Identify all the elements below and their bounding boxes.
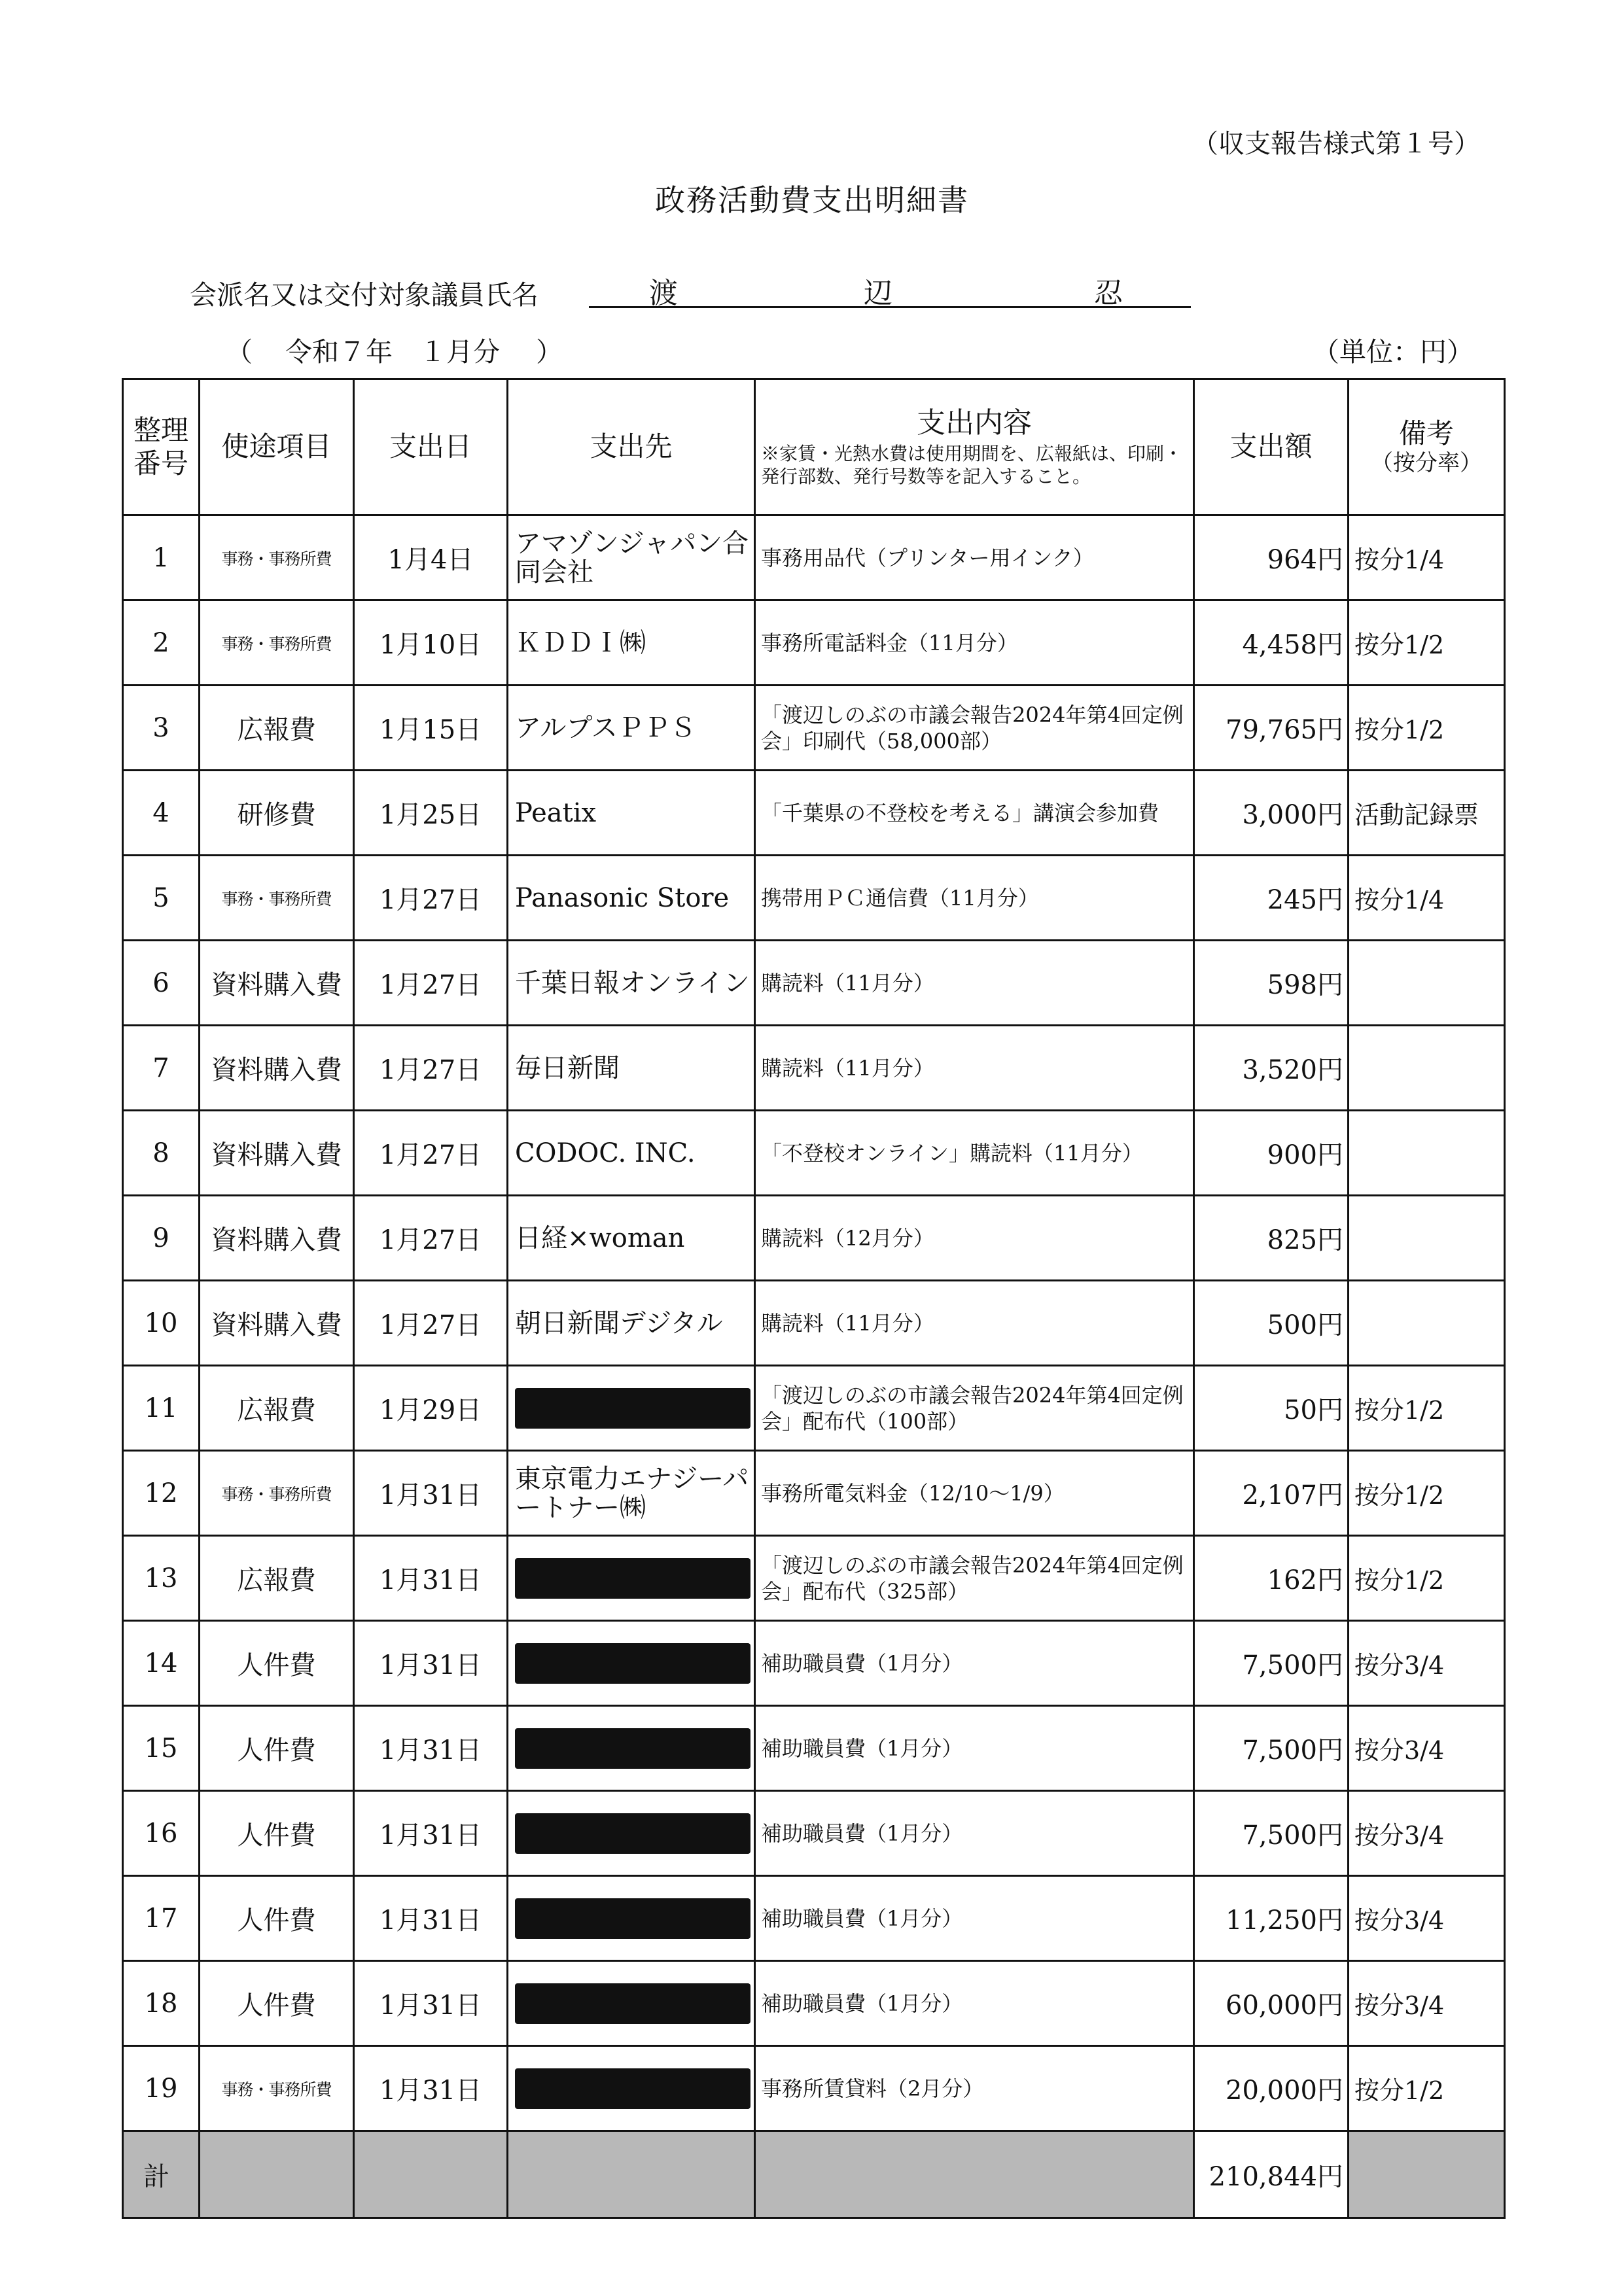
row-category: 人件費 — [200, 1876, 354, 1961]
row-description: 事務所電話料金（11月分） — [755, 600, 1194, 686]
row-payee: 東京電力エナジーパートナー㈱ — [508, 1451, 755, 1536]
row-number: 11 — [123, 1366, 200, 1451]
row-date: 1月25日 — [354, 771, 508, 856]
member-name-label: 会派名又は交付対象議員氏名 — [190, 279, 538, 311]
table-row — [123, 1706, 1505, 1791]
table-row — [123, 1196, 1505, 1281]
row-payee — [508, 2046, 755, 2131]
document-title: 政務活動費支出明細書 — [655, 183, 969, 218]
row-description: 補助職員費（1月分） — [755, 1621, 1194, 1706]
row-category: 広報費 — [200, 1366, 354, 1451]
row-description: 購読料（11月分） — [755, 941, 1194, 1026]
table-header-row — [123, 379, 1505, 515]
row-payee — [508, 1621, 755, 1706]
total-empty-cell — [200, 2131, 354, 2218]
total-empty-cell — [755, 2131, 1194, 2218]
row-payee — [508, 1961, 755, 2046]
table-body — [123, 515, 1505, 2131]
redacted-block — [515, 1558, 750, 1599]
row-description: 購読料（11月分） — [755, 1281, 1194, 1366]
row-date: 1月27日 — [354, 1281, 508, 1366]
row-category: 広報費 — [200, 1536, 354, 1621]
row-note: 按分3/4 — [1349, 1706, 1505, 1791]
row-amount: 825円 — [1194, 1196, 1349, 1281]
redacted-block — [515, 2068, 750, 2109]
row-category: 研修費 — [200, 771, 354, 856]
row-note: 按分1/2 — [1349, 2046, 1505, 2131]
row-date: 1月27日 — [354, 941, 508, 1026]
row-description: 補助職員費（1月分） — [755, 1876, 1194, 1961]
table-row — [123, 1366, 1505, 1451]
row-description: 補助職員費（1月分） — [755, 1791, 1194, 1876]
row-category: 人件費 — [200, 1791, 354, 1876]
row-number: 18 — [123, 1961, 200, 2046]
row-note: 按分1/4 — [1349, 856, 1505, 941]
row-category: 事務・事務所費 — [200, 856, 354, 941]
row-amount: 3,520円 — [1194, 1026, 1349, 1111]
row-number: 13 — [123, 1536, 200, 1621]
row-category: 資料購入費 — [200, 1281, 354, 1366]
row-category: 人件費 — [200, 1621, 354, 1706]
row-date: 1月31日 — [354, 1876, 508, 1961]
row-amount: 500円 — [1194, 1281, 1349, 1366]
redacted-block — [515, 1983, 750, 2024]
row-number: 19 — [123, 2046, 200, 2131]
row-number: 7 — [123, 1026, 200, 1111]
row-category: 事務・事務所費 — [200, 2046, 354, 2131]
row-number: 3 — [123, 686, 200, 771]
row-payee: ＫＤＤＩ㈱ — [508, 600, 755, 686]
header-category: 使途項目 — [200, 379, 354, 515]
row-number: 17 — [123, 1876, 200, 1961]
row-date: 1月10日 — [354, 600, 508, 686]
row-amount: 3,000円 — [1194, 771, 1349, 856]
member-name-part-3: 忍 — [1094, 277, 1123, 310]
row-note — [1349, 1196, 1505, 1281]
table-row — [123, 1026, 1505, 1111]
table-row — [123, 771, 1505, 856]
row-payee: 朝日新聞デジタル — [508, 1281, 755, 1366]
unit-label: （単位：円） — [1313, 336, 1474, 368]
header-note — [1349, 379, 1505, 515]
row-payee: Panasonic Store — [508, 856, 755, 941]
row-description: 購読料（12月分） — [755, 1196, 1194, 1281]
row-note: 按分1/2 — [1349, 686, 1505, 771]
row-amount: 11,250円 — [1194, 1876, 1349, 1961]
header-description-note: ※家賃・光熱水費は使用期間を、広報紙は、印刷・発行部数、発行号数等を記入すること。 — [761, 442, 1183, 487]
row-description: 「渡辺しのぶの市議会報告2024年第4回定例会」配布代（100部） — [755, 1366, 1194, 1451]
row-note — [1349, 1281, 1505, 1366]
table-row — [123, 515, 1505, 600]
header-amount: 支出額 — [1194, 379, 1349, 515]
row-number: 9 — [123, 1196, 200, 1281]
row-payee: CODOC. INC. — [508, 1111, 755, 1196]
row-date: 1月27日 — [354, 1196, 508, 1281]
total-row — [123, 2131, 1505, 2218]
row-category: 人件費 — [200, 1706, 354, 1791]
row-category: 資料購入費 — [200, 1111, 354, 1196]
table-row — [123, 1111, 1505, 1196]
row-date: 1月31日 — [354, 1706, 508, 1791]
table-row — [123, 1876, 1505, 1961]
row-note — [1349, 941, 1505, 1026]
row-date: 1月31日 — [354, 2046, 508, 2131]
member-name-field — [589, 268, 1191, 308]
row-payee: 毎日新聞 — [508, 1026, 755, 1111]
redacted-block — [515, 1813, 750, 1854]
row-date: 1月27日 — [354, 1111, 508, 1196]
row-amount: 7,500円 — [1194, 1621, 1349, 1706]
row-description: 「渡辺しのぶの市議会報告2024年第4回定例会」印刷代（58,000部） — [755, 686, 1194, 771]
row-number: 10 — [123, 1281, 200, 1366]
row-number: 14 — [123, 1621, 200, 1706]
row-number: 12 — [123, 1451, 200, 1536]
row-date: 1月31日 — [354, 1451, 508, 1536]
member-name-part-2: 辺 — [864, 277, 892, 310]
header-description — [755, 379, 1194, 515]
row-note: 按分1/2 — [1349, 1366, 1505, 1451]
row-amount: 162円 — [1194, 1536, 1349, 1621]
row-number: 16 — [123, 1791, 200, 1876]
row-note: 按分1/2 — [1349, 1451, 1505, 1536]
row-date: 1月27日 — [354, 1026, 508, 1111]
row-description: 購読料（11月分） — [755, 1026, 1194, 1111]
row-date: 1月27日 — [354, 856, 508, 941]
row-description: 事務所電気料金（12/10～1/9） — [755, 1451, 1194, 1536]
table-row — [123, 856, 1505, 941]
row-category: 事務・事務所費 — [200, 600, 354, 686]
total-label: 計 — [123, 2131, 200, 2218]
row-note: 按分3/4 — [1349, 1961, 1505, 2046]
row-note: 按分1/2 — [1349, 1536, 1505, 1621]
row-amount: 7,500円 — [1194, 1706, 1349, 1791]
row-note: 活動記録票 — [1349, 771, 1505, 856]
table-row — [123, 1451, 1505, 1536]
table-row — [123, 1536, 1505, 1621]
row-amount: 245円 — [1194, 856, 1349, 941]
table-row — [123, 2046, 1505, 2131]
total-empty-cell — [354, 2131, 508, 2218]
row-date: 1月31日 — [354, 1961, 508, 2046]
period-close: ） — [536, 336, 563, 368]
row-note: 按分1/2 — [1349, 600, 1505, 686]
row-amount: 900円 — [1194, 1111, 1349, 1196]
row-category: 資料購入費 — [200, 941, 354, 1026]
row-payee: アマゾンジャパン合同会社 — [508, 515, 755, 600]
row-number: 2 — [123, 600, 200, 686]
row-date: 1月31日 — [354, 1791, 508, 1876]
row-date: 1月15日 — [354, 686, 508, 771]
expense-table — [122, 378, 1506, 2219]
row-date: 1月29日 — [354, 1366, 508, 1451]
header-no: 整理番号 — [123, 379, 200, 515]
row-number: 1 — [123, 515, 200, 600]
redacted-block — [515, 1898, 750, 1939]
redacted-block — [515, 1728, 750, 1769]
row-category: 事務・事務所費 — [200, 1451, 354, 1536]
row-note: 按分3/4 — [1349, 1876, 1505, 1961]
row-amount: 7,500円 — [1194, 1791, 1349, 1876]
row-payee — [508, 1706, 755, 1791]
row-date: 1月31日 — [354, 1621, 508, 1706]
row-number: 6 — [123, 941, 200, 1026]
row-category: 事務・事務所費 — [200, 515, 354, 600]
table-row — [123, 941, 1505, 1026]
row-description: 「渡辺しのぶの市議会報告2024年第4回定例会」配布代（325部） — [755, 1536, 1194, 1621]
row-payee: Peatix — [508, 771, 755, 856]
row-note: 按分3/4 — [1349, 1791, 1505, 1876]
row-description: 事務所賃貸料（2月分） — [755, 2046, 1194, 2131]
total-empty-cell — [508, 2131, 755, 2218]
row-category: 資料購入費 — [200, 1026, 354, 1111]
row-amount: 4,458円 — [1194, 600, 1349, 686]
row-payee — [508, 1366, 755, 1451]
row-payee — [508, 1791, 755, 1876]
row-category: 人件費 — [200, 1961, 354, 2046]
row-amount: 20,000円 — [1194, 2046, 1349, 2131]
row-description: 携帯用ＰＣ通信費（11月分） — [755, 856, 1194, 941]
member-name-part-1: 渡 — [649, 277, 678, 310]
row-payee: 日経×woman — [508, 1196, 755, 1281]
table-row — [123, 1281, 1505, 1366]
row-description: 補助職員費（1月分） — [755, 1706, 1194, 1791]
header-date: 支出日 — [354, 379, 508, 515]
row-payee — [508, 1536, 755, 1621]
row-number: 8 — [123, 1111, 200, 1196]
row-note: 按分1/4 — [1349, 515, 1505, 600]
row-payee: 千葉日報オンライン — [508, 941, 755, 1026]
row-number: 5 — [123, 856, 200, 941]
row-amount: 60,000円 — [1194, 1961, 1349, 2046]
table-row — [123, 686, 1505, 771]
row-amount: 79,765円 — [1194, 686, 1349, 771]
period-open: （ — [226, 336, 253, 368]
row-amount: 2,107円 — [1194, 1451, 1349, 1536]
row-description: 事務用品代（プリンター用インク） — [755, 515, 1194, 600]
row-note: 按分3/4 — [1349, 1621, 1505, 1706]
row-note — [1349, 1026, 1505, 1111]
report-period — [226, 330, 563, 369]
total-empty-cell — [1349, 2131, 1505, 2218]
redacted-block — [515, 1388, 750, 1429]
row-description: 補助職員費（1月分） — [755, 1961, 1194, 2046]
header-note-sub: （按分率） — [1371, 450, 1482, 477]
form-number: （収支報告様式第１号） — [1192, 129, 1480, 159]
row-description: 「千葉県の不登校を考える」講演会参加費 — [755, 771, 1194, 856]
table-row — [123, 1961, 1505, 2046]
row-payee — [508, 1876, 755, 1961]
row-category: 広報費 — [200, 686, 354, 771]
row-amount: 50円 — [1194, 1366, 1349, 1451]
row-number: 15 — [123, 1706, 200, 1791]
row-amount: 598円 — [1194, 941, 1349, 1026]
row-number: 4 — [123, 771, 200, 856]
row-note — [1349, 1111, 1505, 1196]
row-amount: 964円 — [1194, 515, 1349, 600]
row-date: 1月4日 — [354, 515, 508, 600]
row-category: 資料購入費 — [200, 1196, 354, 1281]
row-description: 「不登校オンライン」購読料（11月分） — [755, 1111, 1194, 1196]
header-note-main: 備考 — [1398, 417, 1454, 449]
table-row — [123, 1621, 1505, 1706]
table-row — [123, 1791, 1505, 1876]
row-date: 1月31日 — [354, 1536, 508, 1621]
total-amount: 210,844円 — [1194, 2131, 1349, 2218]
header-payee: 支出先 — [508, 379, 755, 515]
table-row — [123, 600, 1505, 686]
period-text: 令和７年 １月分 — [285, 336, 500, 368]
header-description-main: 支出内容 — [917, 406, 1032, 440]
redacted-block — [515, 1643, 750, 1684]
row-payee: アルプスＰＰＳ — [508, 686, 755, 771]
